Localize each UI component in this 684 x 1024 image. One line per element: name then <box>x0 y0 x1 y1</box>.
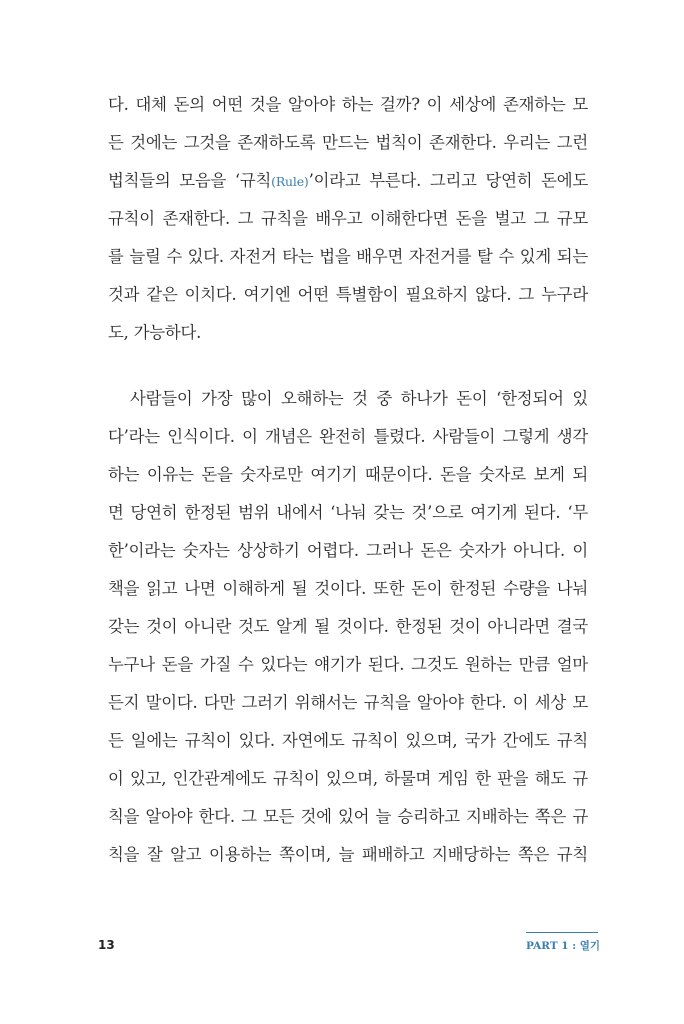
line-text: ’이라고 부른다. 그리고 당연히 돈에도 <box>308 171 589 190</box>
paragraph-2-line: 책을 읽고 나면 이해하게 될 것이다. 또한 돈이 한정된 수량을 나눠 <box>108 579 588 598</box>
paragraph-2-line: 칙을 알아야 한다. 그 모든 것에 있어 늘 승리하고 지배하는 쪽은 규 <box>108 807 588 826</box>
running-head: PART 1 : 열기 <box>526 940 601 952</box>
paragraph-1-line: 도, 가능하다. <box>108 323 202 342</box>
line-text: 법칙들의 모음을 ‘규칙 <box>108 171 272 190</box>
paragraph-1-line: 다. 대체 돈의 어떤 것을 알아야 하는 걸까? 이 세상에 존재하는 모 <box>108 95 588 114</box>
page-number: 13 <box>98 938 115 952</box>
paragraph-2-line: 이 있고, 인간관계에도 규칙이 있으며, 하물며 게임 한 판을 해도 규 <box>108 769 588 788</box>
paragraph-1-line <box>108 162 588 200</box>
paragraph-2-line: 하는 이유는 돈을 숫자로만 여기기 때문이다. 돈을 숫자로 보게 되 <box>108 465 588 484</box>
paragraph-2-line: 다’라는 인식이다. 이 개념은 완전히 틀렸다. 사람들이 그렇게 생각 <box>108 427 588 446</box>
paragraph-2-line: 든 일에는 규칙이 있다. 자연에도 규칙이 있으며, 국가 간에도 규칙 <box>108 731 588 750</box>
paragraph-1-line: 것과 같은 이치다. 여기엔 어떤 특별함이 필요하지 않다. 그 누구라 <box>108 285 588 304</box>
paragraph-2 <box>108 380 588 874</box>
paragraph-2-line: 사람들이 가장 많이 오해하는 것 중 하나가 돈이 ‘한정되어 있 <box>130 389 588 408</box>
paragraph-1-line: 든 것에는 그것을 존재하도록 만드는 법칙이 존재한다. 우리는 그런 <box>108 133 588 152</box>
paragraph-2-line: 갖는 것이 아니란 것도 알게 될 것이다. 한정된 것이 아니라면 결국 <box>108 617 588 636</box>
paragraph-1-line: 규칙이 존재한다. 그 규칙을 배우고 이해한다면 돈을 벌고 그 규모 <box>108 209 588 228</box>
paragraph-1-line: 를 늘릴 수 있다. 자전거 타는 법을 배우면 자전거를 탈 수 있게 되는 <box>108 247 588 266</box>
paragraph-1 <box>108 86 588 352</box>
paragraph-2-line: 든지 말이다. 다만 그러기 위해서는 규칙을 알아야 한다. 이 세상 모 <box>108 693 588 712</box>
paragraph-2-line: 한’이라는 숫자는 상상하기 어렵다. 그러나 돈은 숫자가 아니다. 이 <box>108 541 588 560</box>
footer-divider <box>526 932 598 933</box>
paragraph-2-line: 칙을 잘 알고 이용하는 쪽이며, 늘 패배하고 지배당하는 쪽은 규칙 <box>108 845 588 864</box>
paragraph-2-line: 면 당연히 한정된 범위 내에서 ‘나눠 갖는 것’으로 여기게 된다. ‘무 <box>108 503 588 522</box>
paragraph-2-line: 누구나 돈을 가질 수 있다는 얘기가 된다. 그것도 원하는 만큼 얼마 <box>108 655 588 674</box>
rule-term: (Rule) <box>271 174 309 189</box>
